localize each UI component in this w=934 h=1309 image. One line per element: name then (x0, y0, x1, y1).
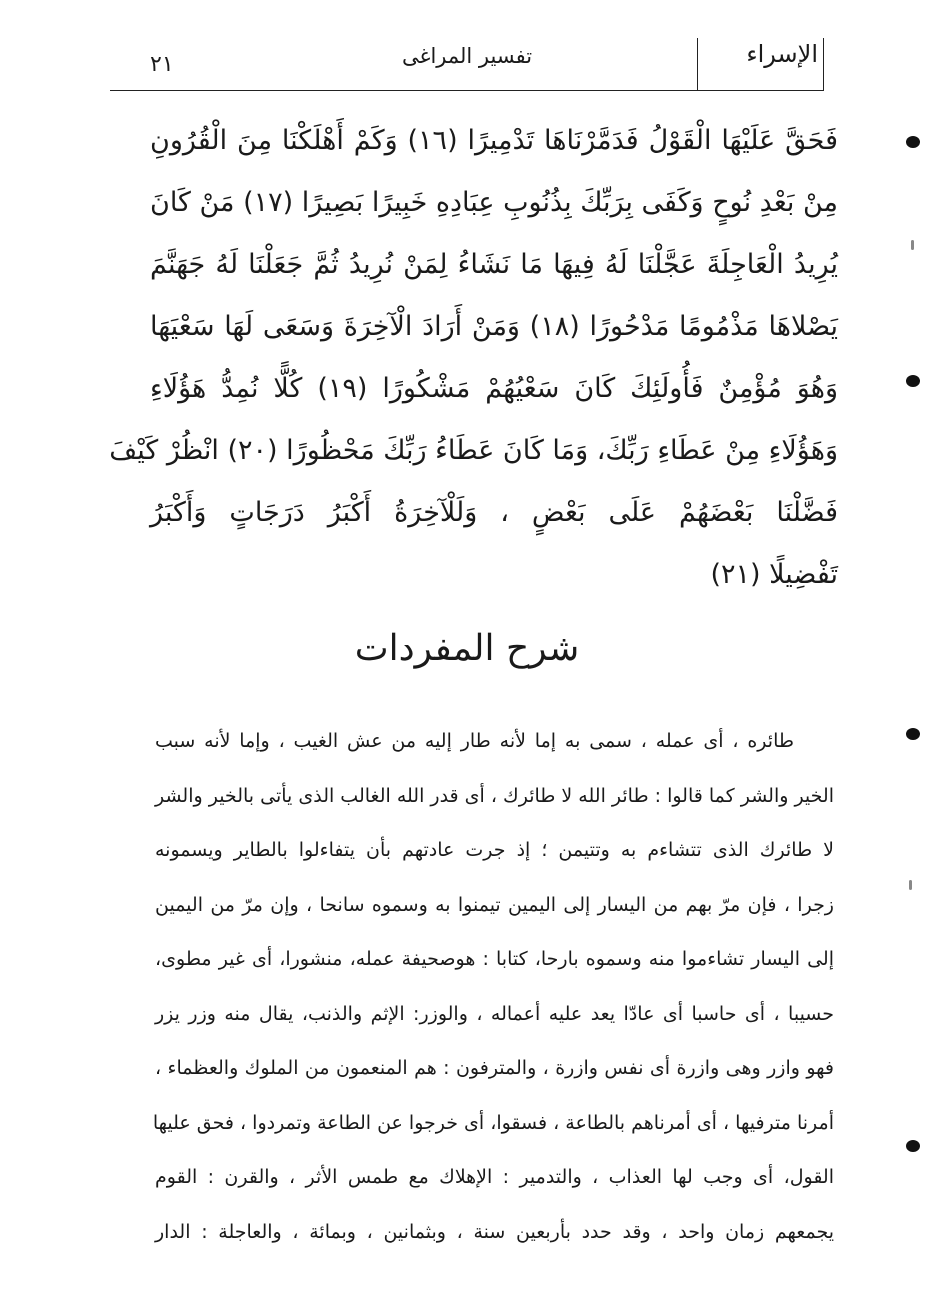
verse-line: فَحَقَّ عَلَيْهَا الْقَوْلُ فَدَمَّرْنَاهَا تَدْمِيرًا (١٦) وَكَمْ أَهْلَكْنَا مِنَ الْقُرُونِ (150, 125, 838, 156)
commentary-line: حسيبا ، أى حاسبا أى عادّا يعد عليه أعماله ، والوزر: الإثم والذنب، يقال منه وزر يزر (155, 1002, 834, 1025)
verse-line: مِنْ بَعْدِ نُوحٍ وَكَفَى بِرَبِّكَ بِذُنُوبِ عِبَادِهِ خَبِيرًا بَصِيرًا (١٧) مَنْ كَانَ (150, 187, 839, 218)
verse-line: فَضَّلْنَا بَعْضَهُمْ عَلَى بَعْضٍ ، وَلَلْآخِرَةُ أَكْبَرُ دَرَجَاتٍ وَأَكْبَرُ (150, 497, 838, 528)
commentary-line: لا طائرك الذى تتشاءم به وتتيمن ؛ إذ جرت عادتهم بأن يتفاءلوا بالطاير ويسمونه (155, 839, 834, 861)
verse-line: يَصْلاهَا مَذْمُومًا مَدْحُورًا (١٨) وَمَنْ أَرَادَ الْآخِرَةَ وَسَعَى لَهَا سَعْيَهَا (150, 311, 838, 342)
surah-name: الإسراء (746, 40, 818, 68)
commentary-line: فهو وازر وهى وازرة أى نفس وازرة ، والمترفون : هم المنعمون من الملوك والعظماء ، (155, 1057, 834, 1079)
quran-verses (109, 110, 839, 606)
page-number: ٢١ (150, 52, 174, 77)
commentary-line: إلى اليسار تشاءموا منه وسموه بارحا، كتابا : هوصحيفة عمله، منشورا، أى غير مطوى، (155, 948, 834, 970)
scan-speck (909, 880, 912, 890)
punch-hole-mark (906, 136, 920, 148)
section-heading: شرح المفردات (354, 628, 580, 669)
punch-hole-mark (906, 1140, 920, 1152)
verse-line: يُرِيدُ الْعَاجِلَةَ عَجَّلْنَا لَهُ فِيهَا مَا نَشَاءُ لِمَنْ نُرِيدُ ثُمَّ جَعَلْنَا لَهُ جَهَنَّمَ (150, 249, 838, 280)
commentary-line: طائره ، أى عمله ، سمى به إما لأنه طار إليه من عش الغيب ، وإما لأنه سبب (155, 730, 794, 752)
verse-line: وَهَؤُلَاءِ مِنْ عَطَاءِ رَبِّكَ، وَمَا كَانَ عَطَاءُ رَبِّكَ مَحْظُورًا (٢٠) انْظُرْ كَيْفَ (109, 435, 838, 466)
verse-line: وَهُوَ مُؤْمِنٌ فَأُولَئِكَ كَانَ سَعْيُهُمْ مَشْكُورًا (١٩) كُلًّا نُمِدُّ هَؤُلَاءِ (150, 373, 838, 404)
commentary-line: القول، أى وجب لها العذاب ، والتدمير : الإهلاك مع طمس الأثر ، والقرن : القوم (155, 1166, 834, 1188)
header-rule (110, 90, 824, 91)
punch-hole-mark (906, 728, 920, 740)
commentary-line: زجرا ، فإن مرّ بهم من اليسار إلى اليمين تيمنوا به وسموه سانحا ، وإن مرّ من اليمين (155, 893, 834, 916)
commentary-line: يجمعهم زمان واحد ، وقد حدد بأربعين سنة ، وبثمانين ، وبمائة ، والعاجلة : الدار (155, 1220, 834, 1243)
scan-speck (911, 240, 914, 250)
verse-line: تَفْضِيلًا (٢١) (710, 559, 838, 590)
commentary-line: أمرنا مترفيها ، أى أمرناهم بالطاعة ، فسقوا، أى خرجوا عن الطاعة وتمردوا ، فحق عليها (152, 1111, 834, 1134)
punch-hole-mark (906, 375, 920, 387)
book-title: تفسير المراغى (401, 44, 533, 68)
commentary-text (152, 714, 834, 1259)
commentary-line: الخير والشر كما قالوا : طائر الله لا طائرك ، أى قدر الله الغالب الذى يأتى بالخير والشر (155, 784, 834, 807)
page-header (110, 38, 824, 88)
